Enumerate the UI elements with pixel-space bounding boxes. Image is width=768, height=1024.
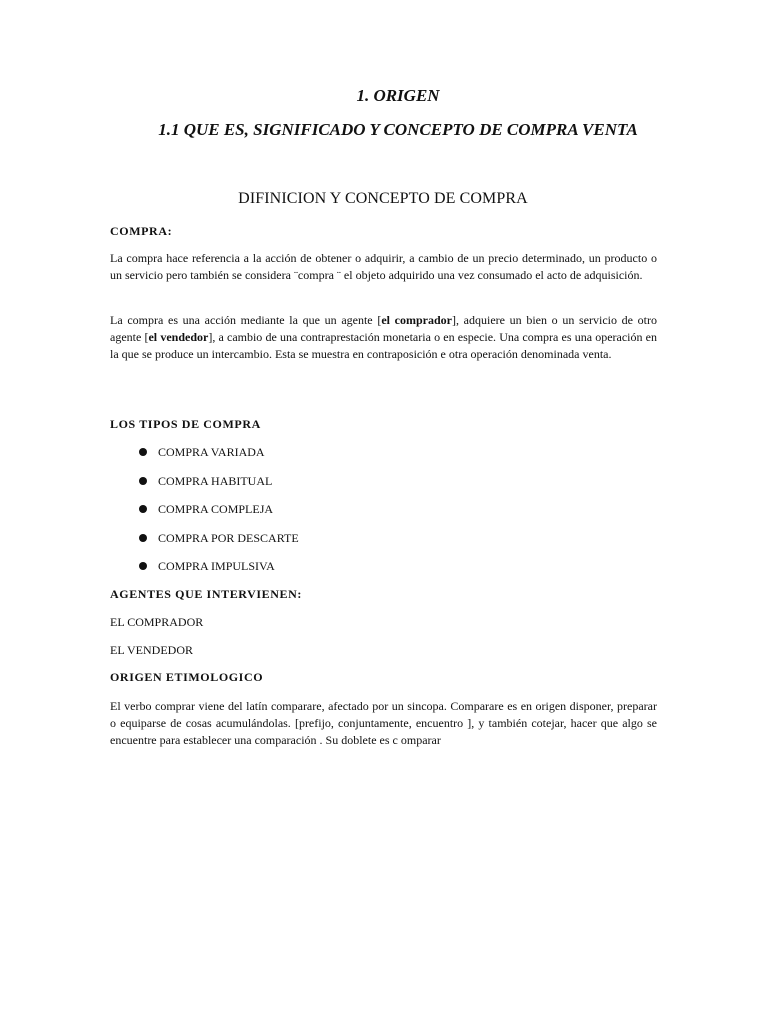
bold-comprador: el comprador — [381, 313, 452, 327]
compra-label: COMPRA: — [110, 224, 173, 238]
paragraph-agents-text-2: ], adquiere un bien o un servicio de otro agente [ — [110, 313, 657, 344]
paragraph-etymology: El verbo comprar viene del latín comparare, afectado por un sincopa. Comparare es en origen disponer, preparar o equiparse de cosas acumulándolas. [prefijo, conjuntamente, encuentro ], y también cotejar, hacer que algo se encuentre para establecer una comparación . Su doblete es c omparar — [110, 699, 657, 747]
subsection-title: 1.1 QUE ES, SIGNIFICADO Y CONCEPTO DE COMPRA VENTA — [158, 120, 638, 139]
list-item-label: COMPRA IMPULSIVA — [158, 559, 275, 573]
bullet-icon — [139, 477, 147, 485]
list-item — [110, 558, 299, 587]
definition-heading: DIFINICION Y CONCEPTO DE COMPRA — [238, 190, 528, 207]
origen-label: ORIGEN ETIMOLOGICO — [110, 670, 264, 684]
paragraph-agents — [110, 312, 657, 363]
bullet-icon — [139, 505, 147, 513]
list-item — [110, 501, 299, 530]
agente-vendedor: EL VENDEDOR — [110, 643, 193, 657]
list-item-label: COMPRA COMPLEJA — [158, 502, 274, 516]
bullet-icon — [139, 534, 147, 542]
paragraph-agents-text-3: ], a cambio de una contraprestación monetaria o en especie. Una compra es una operación en la que se produce un intercambio. Esta se muestra en contraposición e otra operación denominada venta. — [110, 330, 657, 361]
agente-comprador: EL COMPRADOR — [110, 615, 204, 629]
list-item-label: COMPRA HABITUAL — [158, 473, 273, 488]
tipos-label: LOS TIPOS DE COMPRA — [110, 417, 261, 431]
tipos-list — [110, 444, 299, 587]
paragraph-definition: La compra hace referencia a la acción de obtener o adquirir, a cambio de un precio determinado, un producto o un servicio pero también se considera ¨compra ¨ el objeto adquirido una vez consumado el acto de adquisición. — [110, 251, 657, 282]
list-item — [110, 473, 299, 502]
list-item-label: COMPRA VARIADA — [158, 445, 265, 459]
paragraph-agents-text-1: La compra es una acción mediante la que un agente [ — [110, 313, 382, 327]
list-item-label: COMPRA POR DESCARTE — [158, 530, 299, 545]
bullet-icon — [139, 448, 147, 456]
agentes-label: AGENTES QUE INTERVIENEN: — [110, 587, 303, 601]
bullet-icon — [139, 562, 147, 570]
list-item — [110, 530, 299, 559]
section-title: 1. ORIGEN — [356, 86, 440, 105]
list-item — [110, 444, 299, 473]
bold-vendedor: el vendedor — [148, 330, 209, 344]
